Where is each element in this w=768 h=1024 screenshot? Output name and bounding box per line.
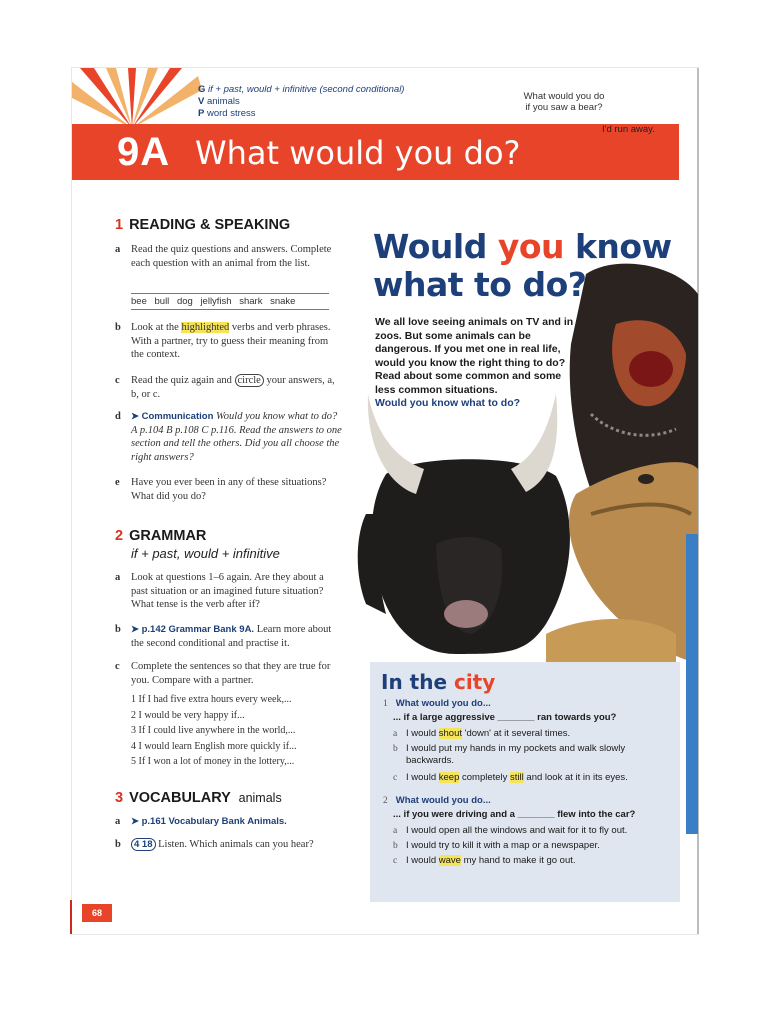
quiz-q1-option-a[interactable]: a I would shout 'down' at it several times.: [393, 728, 571, 739]
unit-title: What would you do?: [195, 134, 521, 172]
communication-link[interactable]: ➤ Communication: [131, 411, 214, 422]
word-dog: dog: [176, 296, 193, 307]
unit-objectives: G if + past, would + infinitive (second conditional) V animals P word stress: [198, 84, 405, 119]
exercise-3a: a ➤ p.161 Vocabulary Bank Animals.: [115, 816, 287, 827]
section-2-heading: 2 GRAMMAR: [115, 528, 207, 544]
list-item: 2 I would be very happy if...: [131, 709, 245, 721]
snake-eye-icon: [638, 474, 654, 484]
article-intro: We all love seeing animals on TV and in zoos. But some animals can be dangerous. If you met one in real life, would you know the right thing to do? Read about some common and some less common situations. Would you know what to do?: [375, 316, 574, 409]
animal-word-list: [131, 293, 329, 310]
exercise-1d: d ➤ Communication Would you know what to do? A p.104 B p.108 C p.116. Read the answers to one section and tell the others. Did you all choose the right answers?: [115, 411, 342, 463]
quiz-q1-option-b[interactable]: b I would put my hands in my pockets and walk slowly backwards.: [393, 743, 626, 766]
section-1-heading: 1 READING & SPEAKING: [115, 217, 291, 233]
word-jellyfish: jellyfish: [200, 296, 232, 307]
dog-mouth-icon: [629, 351, 673, 387]
word-snake: snake: [270, 296, 296, 307]
exercise-1c: c Read the quiz again and circle your answers, a, b, or c.: [115, 375, 335, 400]
quiz-q2-option-c[interactable]: c I would wave my hand to make it go out.: [393, 855, 576, 866]
list-item: 1 If I had five extra hours every week,...: [131, 694, 292, 705]
word-bee: bee: [131, 296, 147, 307]
exercise-2c: c Complete the sentences so that they are true for you. Compare with a partner.: [115, 661, 331, 686]
vocabulary-bank-link[interactable]: ➤ p.161 Vocabulary Bank Animals.: [131, 816, 287, 827]
sentence-list: [131, 692, 341, 770]
quiz-question-1-text: ... if a large aggressive _______ ran towards you?: [393, 712, 617, 723]
page-edge-red-rule: [70, 900, 72, 934]
quiz-question-1: 1 What would you do...: [383, 698, 491, 709]
quiz-question-2: 2 What would you do...: [383, 795, 491, 806]
section-3-heading: 3 VOCABULARY animals: [115, 790, 282, 806]
list-item: 5 If I won a lot of money in the lottery,...: [131, 756, 295, 767]
unit-number: 9A: [117, 130, 171, 174]
exercise-2a: a Look at questions 1–6 again. Are they about a past situation or an imagined future situation? What tense is the verb after if?: [115, 572, 324, 610]
exercise-1e: e Have you ever been in any of these situations? What did you do?: [115, 477, 327, 502]
list-item: 3 If I could live anywhere in the world,...: [131, 725, 296, 736]
exercise-3b: b 4 18 Listen. Which animals can you hear?: [115, 839, 314, 850]
quiz-q2-option-b[interactable]: b I would try to kill it with a map or a newspaper.: [393, 840, 600, 851]
word-shark: shark: [239, 296, 263, 307]
quiz-q2-option-a[interactable]: a I would open all the windows and wait for it to fly out.: [393, 825, 628, 836]
grammar-bank-link[interactable]: ➤ p.142 Grammar Bank 9A.: [131, 624, 255, 635]
quiz-question-2-text: ... if you were driving and a _______ flew into the car?: [393, 809, 636, 820]
list-item: 4 I would learn English more quickly if...: [131, 740, 297, 752]
speech-bubble-question: What would you do if you saw a bear?: [522, 80, 606, 124]
speech-bubble-reply: I'd run away.: [602, 124, 655, 135]
section-2-subtitle: if + past, would + infinitive: [131, 546, 280, 561]
article-title: Would you know what to do?: [373, 227, 672, 304]
quiz-box-title: In the city: [381, 670, 496, 694]
sunburst-decoration: [72, 68, 202, 128]
page-number: 68: [82, 904, 112, 922]
audio-track-button[interactable]: 4 18: [131, 838, 156, 851]
exercise-1b: b Look at the highlighted verbs and verb phrases. With a partner, try to guess their meaning from the context.: [115, 322, 331, 360]
bull-nose-icon: [444, 600, 488, 628]
exercise-2b: b ➤ p.142 Grammar Bank 9A. Learn more about the second conditional and practise it.: [115, 624, 332, 649]
word-bull: bull: [154, 296, 170, 307]
quiz-q1-option-c[interactable]: c I would keep completely still and look at it in its eyes.: [393, 772, 628, 783]
exercise-1a: a Read the quiz questions and answers. Complete each question with an animal from the list.: [115, 244, 332, 269]
